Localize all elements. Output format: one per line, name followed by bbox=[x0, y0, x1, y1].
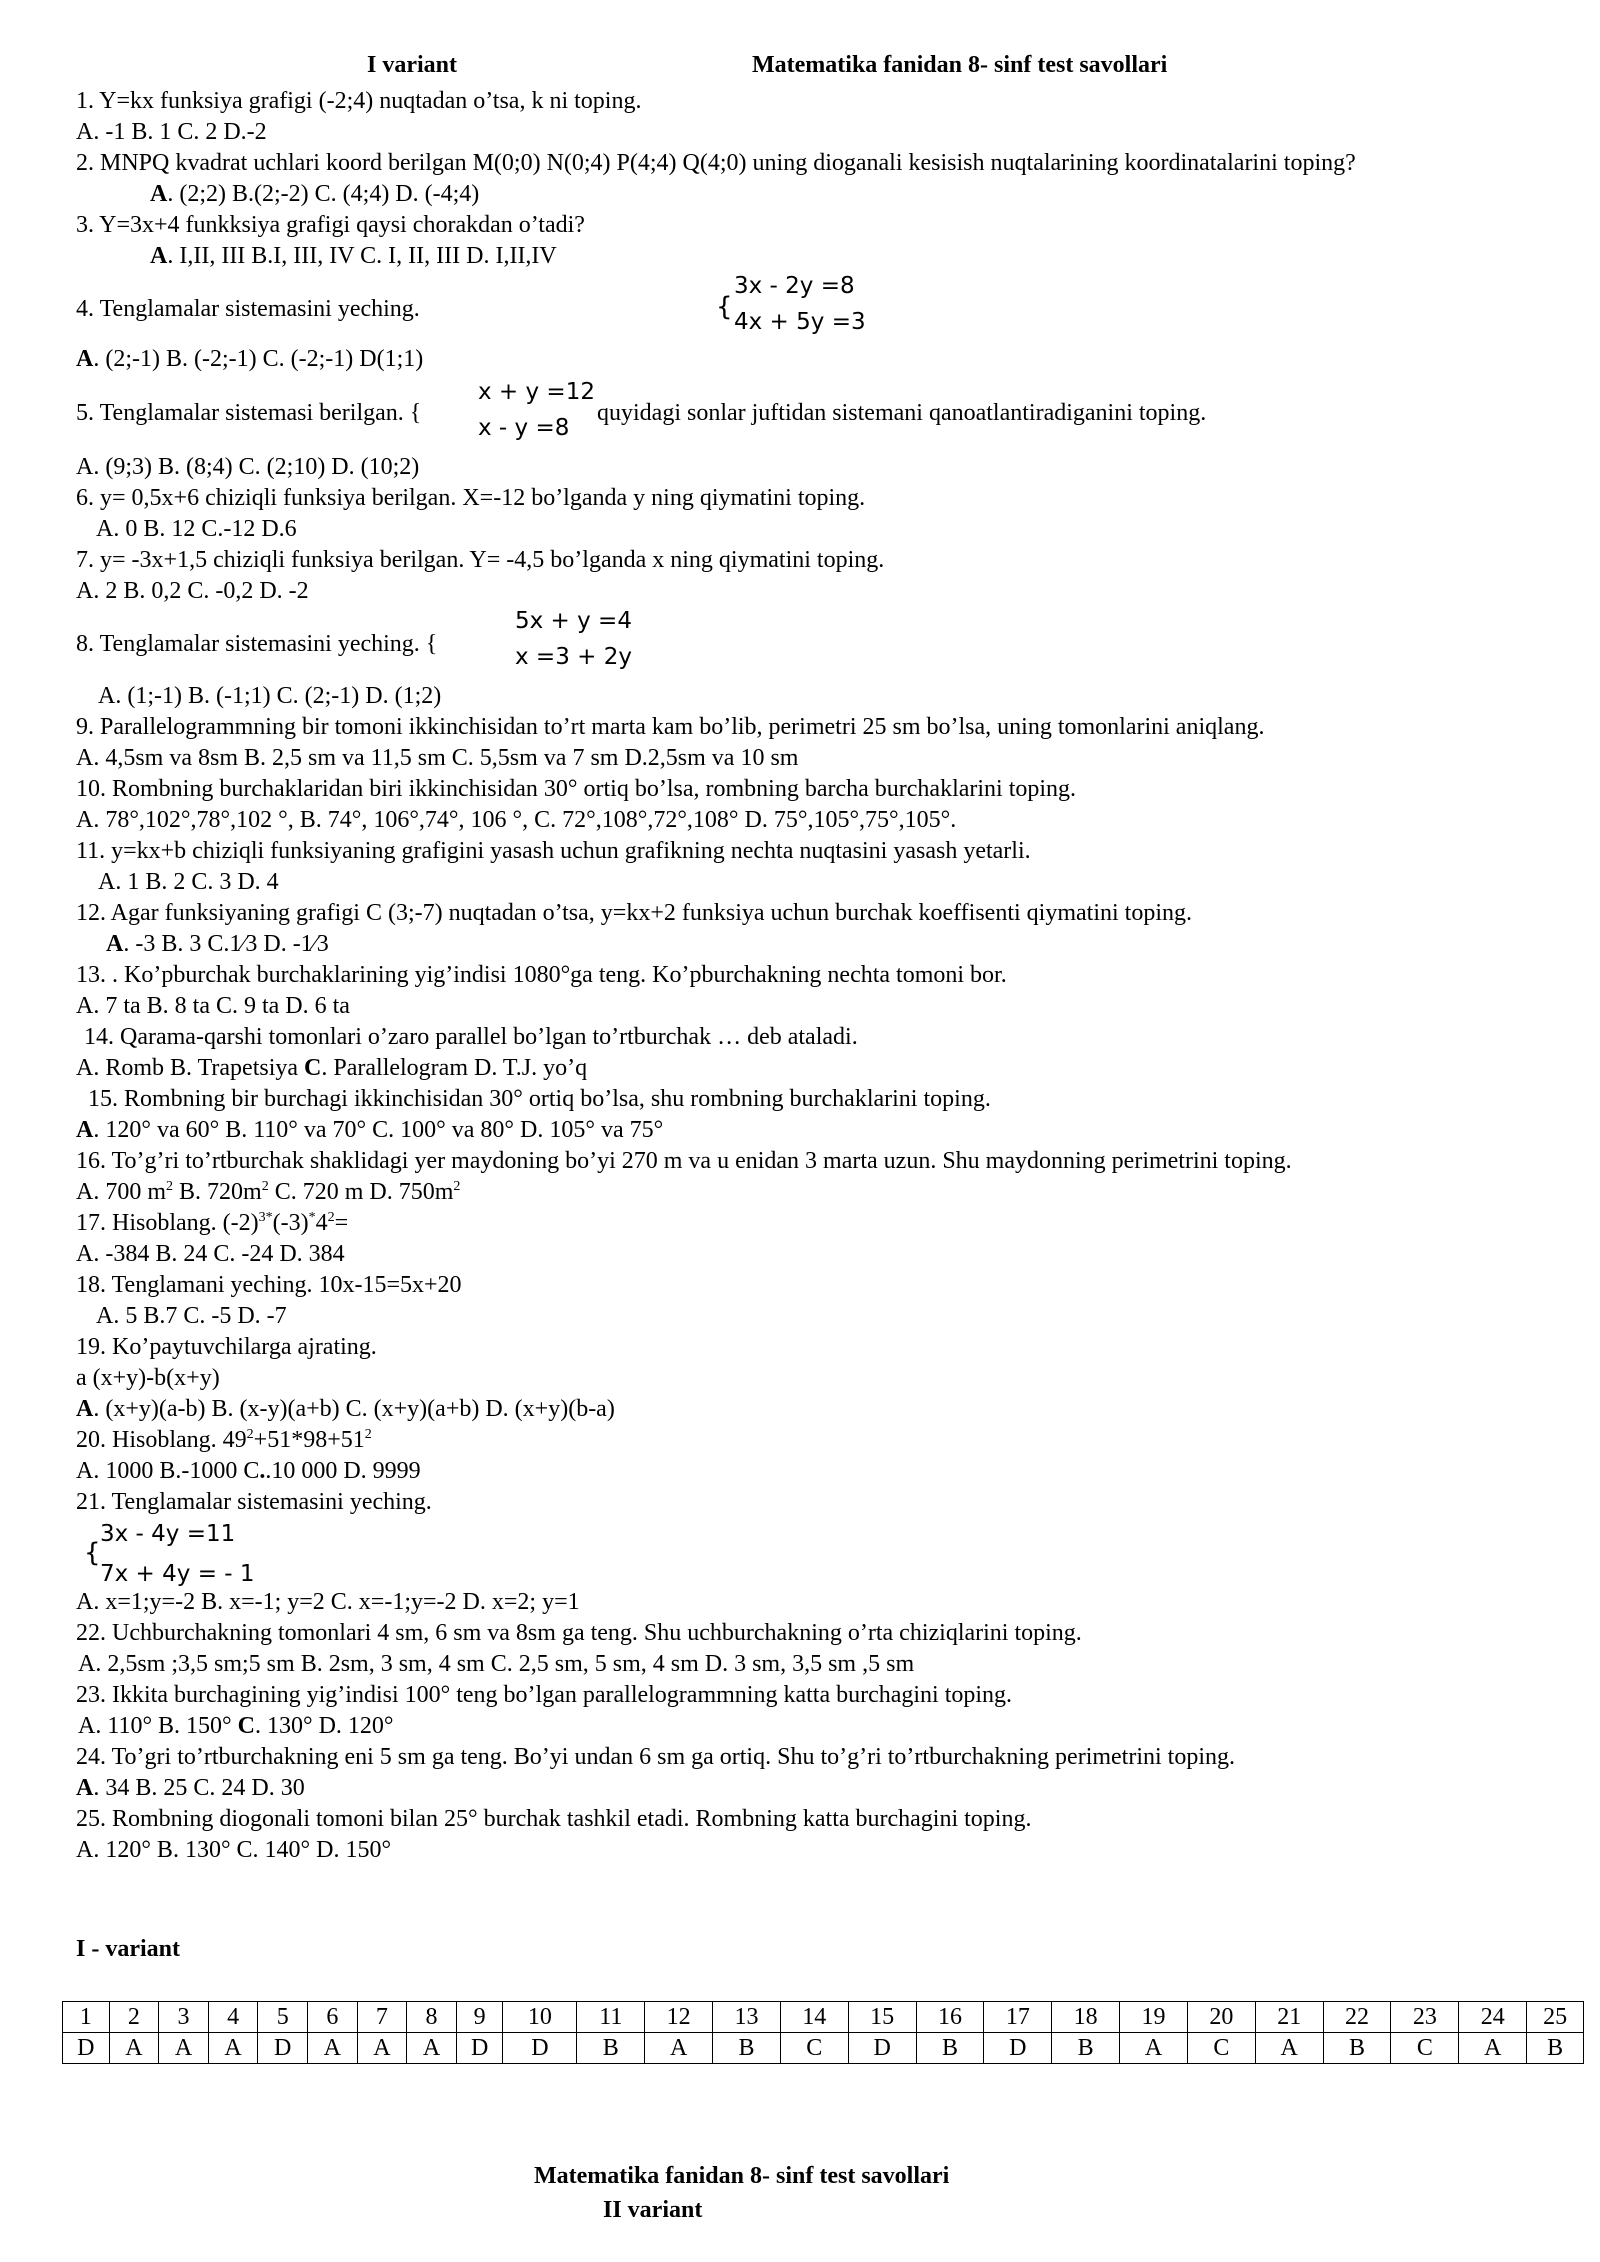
answer-key-label: I - variant bbox=[76, 1936, 180, 1962]
equation: 5x + y =4 bbox=[515, 608, 632, 634]
answers-20 bbox=[76, 1456, 421, 1486]
answer-key-number: 24 bbox=[1459, 2002, 1527, 2033]
answer-option-cd: C. 720 m D. 750m bbox=[268, 1179, 454, 1205]
answer-key-number: 13 bbox=[713, 2002, 781, 2033]
answer-letter: A bbox=[76, 1396, 94, 1422]
answer-key-number: 8 bbox=[407, 2002, 457, 2033]
answer-key-number: 14 bbox=[780, 2002, 848, 2033]
equation-system-8 bbox=[515, 603, 632, 675]
answer-letter: A bbox=[76, 1117, 94, 1143]
answer-key-number: 21 bbox=[1255, 2002, 1323, 2033]
answers-7: A. 2 B. 0,2 C. -0,2 D. -2 bbox=[76, 578, 309, 604]
answer-letter: A bbox=[150, 181, 168, 207]
question-19: 19. Ko’paytuvchilarga ajrating. bbox=[76, 1334, 377, 1360]
superscript: 2 bbox=[261, 1179, 269, 1194]
answer-letter-dot: . bbox=[259, 1458, 266, 1484]
answer-key-answer: B bbox=[1052, 2033, 1120, 2064]
answer-key-answer: B bbox=[916, 2033, 984, 2064]
footer-variant: II variant bbox=[603, 2197, 703, 2223]
answer-key-answer: B bbox=[713, 2033, 781, 2064]
question-14: 14. Qarama-qarshi tomonlari o’zaro parallel bo’lgan to’rtburchak … deb ataladi. bbox=[84, 1024, 858, 1050]
answer-key-answer: C bbox=[780, 2033, 848, 2064]
question-15: 15. Rombning bir burchagi ikkinchisidan 30° ortiq bo’lsa, shu rombning burchaklarini toping. bbox=[88, 1086, 991, 1112]
answer-key-answer: B bbox=[1527, 2033, 1584, 2064]
answers-19 bbox=[76, 1394, 615, 1424]
answer-key-number: 4 bbox=[208, 2002, 258, 2033]
answer-option-b: B. 720m bbox=[173, 1179, 262, 1205]
question-11: 11. y=kx+b chiziqli funksiyaning grafigini yasash uchun grafikning nechta nuqtasini yasash yetarli. bbox=[76, 838, 1031, 864]
answer-key-answer: A bbox=[208, 2033, 258, 2064]
answers-10: A. 78°,102°,78°,102 °, B. 74°, 106°,74°, 106 °, C. 72°,108°,72°,108° D. 75°,105°,75°,105°. bbox=[76, 807, 957, 833]
question-1: 1. Y=kx funksiya grafigi (-2;4) nuqtadan o’tsa, k ni toping. bbox=[76, 88, 642, 114]
answer-options: . 130° D. 120° bbox=[255, 1713, 394, 1739]
answer-options: . (2;-1) B. (-2;-1) C. (-2;-1) D(1;1) bbox=[93, 346, 424, 372]
expr-part: +51*98+51 bbox=[253, 1427, 365, 1453]
answer-options: .10 000 D. 9999 bbox=[265, 1458, 421, 1484]
answer-key-number: 22 bbox=[1323, 2002, 1391, 2033]
answer-letter: C bbox=[304, 1055, 322, 1081]
answer-letter: C bbox=[237, 1713, 255, 1739]
answer-key-number: 12 bbox=[645, 2002, 713, 2033]
answers-17: A. -384 B. 24 C. -24 D. 384 bbox=[76, 1241, 345, 1267]
answer-key-answer: A bbox=[1120, 2033, 1188, 2064]
answer-key-number: 9 bbox=[456, 2002, 503, 2033]
answer-key-answer: D bbox=[503, 2033, 577, 2064]
answer-option-a: A. 700 m bbox=[76, 1179, 166, 1205]
answers-21: A. x=1;y=-2 B. x=-1; y=2 C. x=-1;y=-2 D. x=2; y=1 bbox=[76, 1589, 580, 1615]
answer-key-number: 19 bbox=[1120, 2002, 1188, 2033]
answer-key-answer: A bbox=[159, 2033, 209, 2064]
superscript: 2 bbox=[364, 1427, 372, 1442]
superscript: 2 bbox=[246, 1427, 254, 1442]
answer-key-answer: C bbox=[1391, 2033, 1459, 2064]
answer-key-number: 1 bbox=[63, 2002, 110, 2033]
answer-key-answer: A bbox=[357, 2033, 407, 2064]
answer-options: . 34 B. 25 C. 24 D. 30 bbox=[93, 1775, 305, 1801]
answers-22: A. 2,5sm ;3,5 sm;5 sm B. 2sm, 3 sm, 4 sm C. 2,5 sm, 5 sm, 4 sm D. 3 sm, 3,5 sm ,5 sm bbox=[78, 1651, 915, 1677]
answer-options: . 120° va 60° B. 110° va 70° C. 100° va 80° D. 105° va 75° bbox=[93, 1117, 664, 1143]
superscript: 2 bbox=[453, 1179, 461, 1194]
answer-key-number: 16 bbox=[916, 2002, 984, 2033]
equation: 4x + 5y =3 bbox=[734, 309, 866, 335]
answer-key-number: 3 bbox=[159, 2002, 209, 2033]
question-2: 2. MNPQ kvadrat uchlari koord berilgan M(0;0) N(0;4) P(4;4) Q(4;0) uning dioganali kesisish nuqtalarining koordinatalarini toping? bbox=[76, 150, 1356, 176]
equation: x - y =8 bbox=[478, 415, 570, 441]
answer-options: . (x+y)(a-b) B. (x-y)(a+b) C. (x+y)(a+b) D. (x+y)(b-a) bbox=[93, 1396, 615, 1422]
answers-3 bbox=[150, 241, 557, 271]
question-18: 18. Tenglamani yeching. 10x-15=5x+20 bbox=[76, 1272, 462, 1298]
question-23: 23. Ikkita burchagining yig’indisi 100° teng bo’lgan parallelogrammning katta burchagini toping. bbox=[76, 1682, 1013, 1708]
system-brace: { bbox=[84, 1538, 101, 1568]
answer-key-answer: A bbox=[109, 2033, 159, 2064]
answer-key-table bbox=[62, 2001, 1584, 2064]
equation-system-4 bbox=[734, 268, 866, 340]
answers-16 bbox=[76, 1177, 460, 1207]
answers-4 bbox=[76, 344, 423, 374]
answers-24 bbox=[76, 1773, 305, 1803]
answers-25: A. 120° B. 130° C. 140° D. 150° bbox=[76, 1837, 392, 1863]
answer-letter: A bbox=[76, 1775, 94, 1801]
answers-15 bbox=[76, 1115, 663, 1145]
answer-letter: A bbox=[76, 346, 94, 372]
variant-heading: I variant bbox=[367, 52, 457, 78]
question-20 bbox=[76, 1425, 372, 1455]
answers-6: A. 0 B. 12 C.-12 D.6 bbox=[96, 516, 297, 542]
expr-part: (-3) bbox=[272, 1210, 309, 1236]
answer-key-numbers-row bbox=[63, 2002, 1584, 2033]
equation: 7x + 4y = - 1 bbox=[100, 1561, 255, 1587]
answer-key-number: 2 bbox=[109, 2002, 159, 2033]
question-17 bbox=[76, 1208, 348, 1238]
question-8: 8. Tenglamalar sistemasini yeching. { bbox=[76, 631, 438, 657]
answers-8: A. (1;-1) B. (-1;1) C. (2;-1) D. (1;2) bbox=[98, 683, 442, 709]
question-21: 21. Tenglamalar sistemasini yeching. bbox=[76, 1489, 432, 1515]
expr-part: 17. Hisoblang. (-2) bbox=[76, 1210, 259, 1236]
answers-13: A. 7 ta B. 8 ta C. 9 ta D. 6 ta bbox=[76, 993, 350, 1019]
answer-key-answer: A bbox=[1255, 2033, 1323, 2064]
superscript: 2 bbox=[166, 1179, 173, 1194]
question-3: 3. Y=3x+4 funkksiya grafigi qaysi chorakdan o’tadi? bbox=[76, 212, 585, 238]
answer-key-number: 20 bbox=[1187, 2002, 1255, 2033]
question-16: 16. To’g’ri to’rtburchak shaklidagi yer maydoning bo’yi 270 m va u enidan 3 marta uzun. Shu maydonning perimetrini toping. bbox=[76, 1148, 1292, 1174]
expr-part: 20. Hisoblang. 49 bbox=[76, 1427, 247, 1453]
answer-key-number: 7 bbox=[357, 2002, 407, 2033]
question-9: 9. Parallelogrammning bir tomoni ikkinchisidan to’rt marta kam bo’lib, perimetri 25 sm bo’lsa, uning tomonlarini aniqlang. bbox=[76, 714, 1265, 740]
question-7: 7. y= -3x+1,5 chiziqli funksiya berilgan. Y= -4,5 bo’lganda x ning qiymatini toping. bbox=[76, 547, 885, 573]
answers-5: A. (9;3) B. (8;4) C. (2;10) D. (10;2) bbox=[76, 454, 420, 480]
question-10: 10. Rombning burchaklaridan biri ikkinchisidan 30° ortiq bo’lsa, rombning barcha burchaklarini toping. bbox=[76, 776, 1077, 802]
answers-9: A. 4,5sm va 8sm B. 2,5 sm va 11,5 sm C. 5,5sm va 7 sm D.2,5sm va 10 sm bbox=[76, 745, 799, 771]
question-6: 6. y= 0,5x+6 chiziqli funksiya berilgan. X=-12 bo’lganda y ning qiymatini toping. bbox=[76, 485, 866, 511]
superscript: 3* bbox=[258, 1210, 273, 1225]
superscript: * bbox=[308, 1210, 316, 1225]
answer-key-answers-row bbox=[63, 2033, 1584, 2064]
equation: x =3 + 2y bbox=[515, 644, 632, 670]
answer-key-answer: A bbox=[407, 2033, 457, 2064]
answer-letter: A bbox=[150, 243, 168, 269]
answers-11: A. 1 B. 2 C. 3 D. 4 bbox=[98, 869, 279, 895]
answer-key-number: 6 bbox=[308, 2002, 358, 2033]
question-5-text: quyidagi sonlar juftidan sistemani qanoatlantiradiganini toping. bbox=[597, 400, 1207, 426]
answer-letter: A bbox=[106, 931, 124, 957]
question-19-expression: a (x+y)-b(x+y) bbox=[76, 1365, 220, 1391]
page-title: Matematika fanidan 8- sinf test savollari bbox=[752, 52, 1168, 78]
system-brace: { bbox=[716, 292, 733, 322]
answer-key-number: 15 bbox=[848, 2002, 916, 2033]
answer-key-answer: D bbox=[848, 2033, 916, 2064]
answer-key-number: 11 bbox=[577, 2002, 645, 2033]
answer-options: . Parallelogram D. T.J. yo’q bbox=[321, 1055, 588, 1081]
answers-1: A. -1 B. 1 C. 2 D.-2 bbox=[76, 119, 267, 145]
expr-part: 4 bbox=[315, 1210, 328, 1236]
footer-title: Matematika fanidan 8- sinf test savollari bbox=[534, 2163, 950, 2189]
answers-23 bbox=[78, 1711, 394, 1741]
superscript: 2 bbox=[327, 1210, 335, 1225]
answer-key-answer: B bbox=[577, 2033, 645, 2064]
equation: 3x - 4y =11 bbox=[100, 1521, 236, 1547]
question-12: 12. Agar funksiyaning grafigi C (3;-7) nuqtadan o’tsa, y=kx+2 funksiya uchun burchak koeffisenti qiymatini toping. bbox=[76, 900, 1192, 926]
answers-12 bbox=[106, 929, 329, 959]
answer-options: . I,II, III B.I, III, IV C. I, II, III D. I,II,IV bbox=[167, 243, 557, 269]
answer-key-number: 23 bbox=[1391, 2002, 1459, 2033]
answer-key-number: 17 bbox=[984, 2002, 1052, 2033]
equation: 3x - 2y =8 bbox=[734, 273, 855, 299]
answer-options: A. 1000 B.-1000 C bbox=[76, 1458, 260, 1484]
answer-key-answer: D bbox=[258, 2033, 308, 2064]
equation-system-5 bbox=[478, 374, 595, 446]
question-24: 24. To’gri to’rtburchakning eni 5 sm ga teng. Bo’yi undan 6 sm ga ortiq. Shu to’g’ri to’rtburchakning perimetrini toping. bbox=[76, 1744, 1236, 1770]
question-25: 25. Rombning diogonali tomoni bilan 25° burchak tashkil etadi. Rombning katta burchagini toping. bbox=[76, 1806, 1032, 1832]
answer-key-answer: A bbox=[645, 2033, 713, 2064]
answer-options: . -3 B. 3 C.1⁄3 D. -1⁄3 bbox=[123, 931, 329, 957]
answers-18: A. 5 B.7 C. -5 D. -7 bbox=[96, 1303, 287, 1329]
answer-key-answer: D bbox=[63, 2033, 110, 2064]
answers-2 bbox=[150, 179, 479, 209]
answer-options: . (2;2) B.(2;-2) C. (4;4) D. (-4;4) bbox=[167, 181, 480, 207]
answer-key-number: 18 bbox=[1052, 2002, 1120, 2033]
expr-part: = bbox=[334, 1210, 349, 1236]
answer-key-number: 25 bbox=[1527, 2002, 1584, 2033]
answer-options: A. Romb B. Trapetsiya bbox=[76, 1055, 305, 1081]
answer-key-number: 5 bbox=[258, 2002, 308, 2033]
equation: x + y =12 bbox=[478, 379, 595, 405]
answer-key-answer: D bbox=[456, 2033, 503, 2064]
answer-key-answer: B bbox=[1323, 2033, 1391, 2064]
question-4: 4. Tenglamalar sistemasini yeching. bbox=[76, 296, 420, 322]
answer-key-answer: A bbox=[308, 2033, 358, 2064]
question-13: 13. . Ko’pburchak burchaklarining yig’indisi 1080°ga teng. Ko’pburchakning nechta tomoni bor. bbox=[76, 962, 1007, 988]
answer-key-number: 10 bbox=[503, 2002, 577, 2033]
question-22: 22. Uchburchakning tomonlari 4 sm, 6 sm va 8sm ga teng. Shu uchburchakning o’rta chiziqlarini toping. bbox=[76, 1620, 1082, 1646]
answer-key-answer: D bbox=[984, 2033, 1052, 2064]
answer-key-answer: C bbox=[1187, 2033, 1255, 2064]
equation-system-21 bbox=[100, 1514, 255, 1594]
question-5-intro: 5. Tenglamalar sistemasi berilgan. { bbox=[76, 400, 422, 426]
answer-options: A. 110° B. 150° bbox=[78, 1713, 238, 1739]
answer-key-answer: A bbox=[1459, 2033, 1527, 2064]
answers-14 bbox=[76, 1053, 587, 1083]
